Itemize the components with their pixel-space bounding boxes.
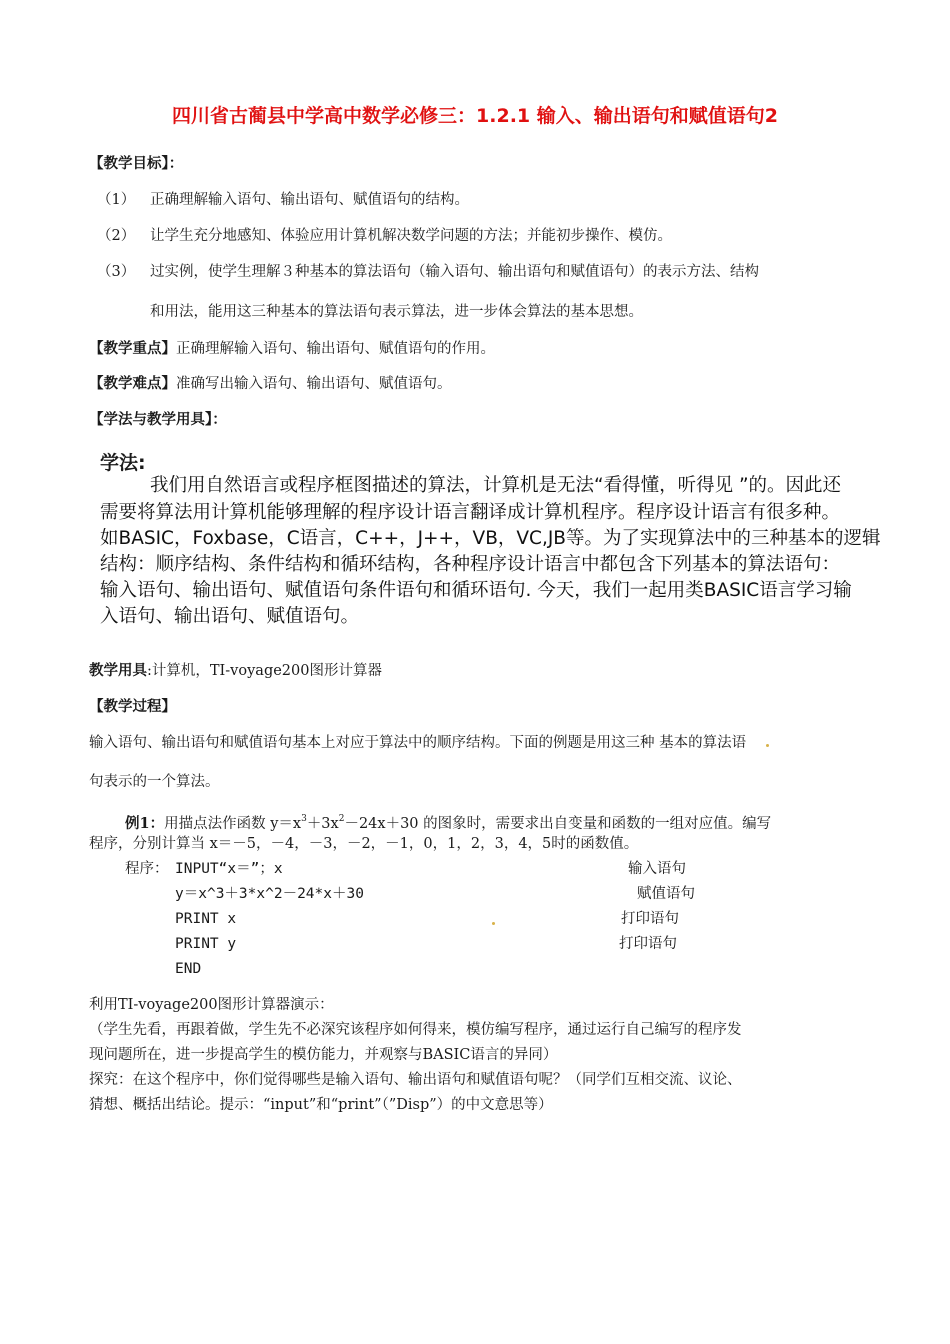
- objective-2-num: （2）: [97, 228, 136, 244]
- example-exponent: 2: [338, 814, 345, 824]
- program-code-line: PRINT y: [175, 936, 237, 952]
- program-code-line: END: [175, 961, 202, 977]
- teaching-tools-text: :计算机，TI-voyage200图形计算器: [147, 663, 382, 679]
- key-point-text: 正确理解输入语句、输出语句、赋值语句的作用。: [176, 341, 495, 357]
- document-title: 四川省古蔺县中学高中数学必修三：1.2.1 输入、输出语句和赋值语句2: [172, 105, 778, 127]
- difficulty-text: 准确写出输入语句、输出语句、赋值语句。: [176, 376, 452, 392]
- process-text: 句表示的一个算法。: [89, 774, 220, 790]
- program-comment: 打印语句: [621, 911, 679, 927]
- scan-speck: [766, 744, 769, 747]
- example-exponent: 3: [301, 814, 307, 824]
- note-line: 现问题所在，进一步提高学生的模仿能力，并观察与BASIC语言的异同）: [89, 1047, 558, 1063]
- note-line: （学生先看，再跟着做，学生先不必深究该程序如何得来，模仿编写程序，通过运行自己编写的程序发: [89, 1022, 742, 1038]
- program-code-line: PRINT x: [175, 911, 237, 927]
- study-method-line: 我们用自然语言或程序框图描述的算法，计算机是无法“看得懂，听得见 ”的。因此还: [150, 475, 842, 496]
- objective-3-num: （3）: [97, 264, 136, 280]
- example-label: 例1：: [125, 815, 165, 832]
- example-text: －24x＋30 的图象时，需要求出自变量和函数的一组对应值。编写: [344, 816, 772, 832]
- study-method-line: 结构：顺序结构、条件结构和循环结构，各种程序设计语言中都包含下列基本的算法语句：: [100, 554, 841, 575]
- scan-speck: [492, 922, 495, 925]
- example-text: ＋3x: [306, 816, 339, 832]
- teaching-tools: [89, 661, 382, 681]
- study-method-line: 入语句、输出语句、赋值语句。: [100, 606, 360, 627]
- difficulty-label: 【教学难点】: [89, 375, 176, 392]
- example-line-1: [125, 809, 771, 834]
- objective-1-num: （1）: [97, 192, 136, 208]
- explore-line: 猜想、概括出结论。提示：“input”和“print”（”Disp”）的中文意思等）: [89, 1097, 553, 1113]
- study-method-heading: 学法:: [100, 452, 146, 474]
- program-label: 程序：: [125, 861, 169, 877]
- objective-3-continuation: 和用法，能用这三种基本的算法语句表示算法，进一步体会算法的基本思想。: [150, 304, 643, 320]
- example-line-2: 程序，分别计算当 x＝－5，－4，－3，－2，－1，0，1，2，3，4，5时的函数值。: [89, 836, 639, 852]
- study-method-line: 输入语句、输出语句、赋值语句条件语句和循环语句. 今天，我们一起用类BASIC语言学习输: [100, 580, 852, 601]
- key-point: [89, 339, 495, 359]
- program-code-line: y＝x^3＋3*x^2－24*x＋30: [175, 886, 364, 902]
- program-code-line: INPUT“x＝”；x: [175, 861, 283, 877]
- objective-1-text: 正确理解输入语句、输出语句、赋值语句的结构。: [150, 192, 469, 208]
- program-comment: 打印语句: [619, 936, 677, 952]
- objective-3-text: 过实例，使学生理解３种基本的算法语句（输入语句、输出语句和赋值语句）的表示方法、结构: [150, 264, 759, 280]
- explore-line: 探究：在这个程序中，你们觉得哪些是输入语句、输出语句和赋值语句呢？（同学们互相交流、议论、: [89, 1072, 742, 1088]
- teaching-tools-label: 教学用具: [89, 662, 147, 679]
- demo-line: 利用TI-voyage200图形计算器演示：: [89, 997, 334, 1013]
- example-text: 用描点法作函数 y＝x: [164, 816, 302, 832]
- process-text: 输入语句、输出语句和赋值语句基本上对应于算法中的顺序结构。下面的例题是用这三种 基本的算法语: [89, 735, 747, 751]
- study-method-line: 需要将算法用计算机能够理解的程序设计语言翻译成计算机程序。程序设计语言有很多种。: [100, 502, 841, 523]
- difficulty: [89, 374, 452, 394]
- program-comment: 赋值语句: [637, 886, 695, 902]
- key-point-label: 【教学重点】: [89, 340, 176, 357]
- program-comment: 输入语句: [628, 861, 686, 877]
- objective-2-text: 让学生充分地感知、体验应用计算机解决数学问题的方法；并能初步操作、模仿。: [150, 228, 672, 244]
- objectives-heading: 【教学目标】：: [89, 155, 184, 172]
- tools-heading: 【学法与教学用具】：: [89, 411, 227, 428]
- study-method-line: 如BASIC，Foxbase，C语言，C++，J++，VB，VC,JB等。为了实现算法中的三种基本的逻辑: [100, 528, 881, 549]
- process-heading: 【教学过程】: [89, 698, 176, 715]
